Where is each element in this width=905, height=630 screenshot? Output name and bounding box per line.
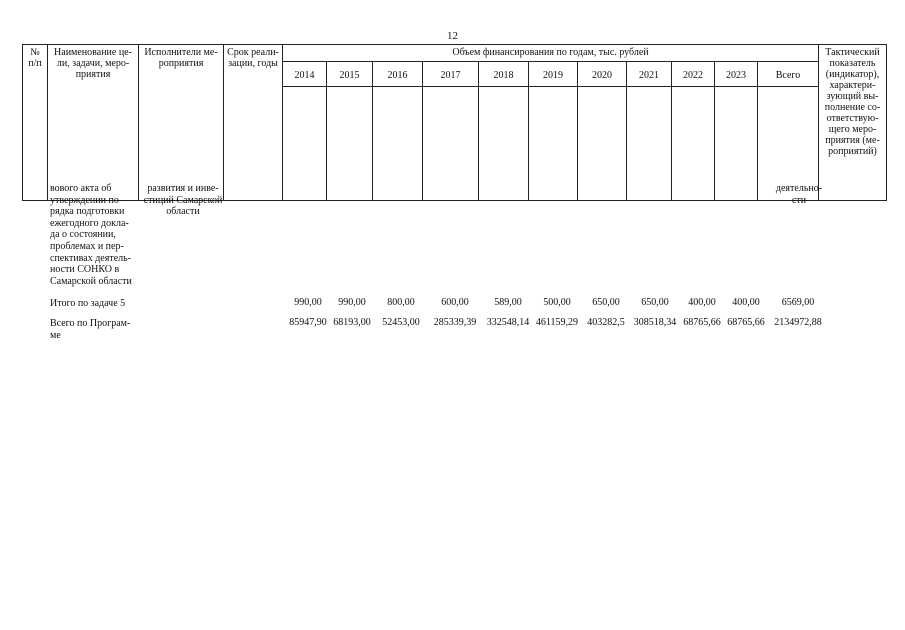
year-cell: 2015	[327, 62, 373, 87]
continuation-name-text: вового акта об утверждении по-рядка подготовки ежегодного докла-да о состоянии, проблемах и пер-спективах деятель-ности СОНКО в Самарской области	[50, 183, 132, 287]
value-cell: 308518,34	[633, 317, 677, 328]
empty-cell	[479, 87, 529, 201]
continuation-indicator-text: деятельно-сти	[775, 183, 823, 206]
continuation-exec-text: развития и инве-стиций Самарской области	[143, 183, 223, 218]
total-value-cell: 2134972,88	[774, 317, 822, 328]
value-cell: 68765,66	[683, 317, 721, 328]
year-cell: 2019	[529, 62, 578, 87]
value-cell: 68193,00	[333, 317, 371, 328]
value-cell: 990,00	[294, 297, 322, 308]
value-cell: 500,00	[543, 297, 571, 308]
value-cell: 400,00	[732, 297, 760, 308]
total-task5-label: Итого по задаче 5	[50, 298, 126, 309]
value-cell: 650,00	[641, 297, 669, 308]
year-cell: 2023	[715, 62, 758, 87]
value-cell: 285339,39	[433, 317, 477, 328]
value-cell: 400,00	[688, 297, 716, 308]
value-cell: 650,00	[592, 297, 620, 308]
value-cell: 332548,14	[486, 317, 530, 328]
header-exec-cell: Исполнители ме-роприятия	[139, 45, 224, 201]
value-cell: 461159,29	[535, 317, 579, 328]
empty-cell	[672, 87, 715, 201]
header-funding-cell: Объем финансирования по годам, тыс. рублей	[283, 45, 819, 62]
page-number: 12	[447, 30, 458, 42]
empty-cell	[423, 87, 479, 201]
year-cell: 2018	[479, 62, 529, 87]
empty-cell	[327, 87, 373, 201]
year-cell: 2014	[283, 62, 327, 87]
year-cell-total: Всего	[758, 62, 819, 87]
year-cell: 2022	[672, 62, 715, 87]
year-cell: 2016	[373, 62, 423, 87]
header-term-cell: Срок реали-зации, годы	[224, 45, 283, 201]
value-cell: 800,00	[387, 297, 415, 308]
empty-cell	[529, 87, 578, 201]
header-table	[22, 44, 887, 201]
header-num-cell: № п/п	[23, 45, 48, 201]
empty-cell	[715, 87, 758, 201]
total-program-label: Всего по Програм-ме	[50, 318, 131, 341]
value-cell: 85947,90	[289, 317, 327, 328]
value-cell: 990,00	[338, 297, 366, 308]
value-cell: 68765,66	[727, 317, 765, 328]
year-cell: 2021	[627, 62, 672, 87]
year-cell: 2020	[578, 62, 627, 87]
value-cell: 600,00	[441, 297, 469, 308]
empty-cell	[578, 87, 627, 201]
header-indicator-cell: Тактический показатель (индикатор), характери-зующий вы-полнение со-ответствую-щего меро-приятия (ме-роприятий)	[819, 45, 887, 201]
empty-cell	[283, 87, 327, 201]
value-cell: 52453,00	[382, 317, 420, 328]
value-cell: 403282,5	[587, 317, 625, 328]
header-name-cell: Наименование це-ли, задачи, меро-приятия	[48, 45, 139, 201]
total-value-cell: 6569,00	[781, 297, 815, 308]
empty-cell	[627, 87, 672, 201]
year-cell: 2017	[423, 62, 479, 87]
value-cell: 589,00	[494, 297, 522, 308]
empty-cell	[373, 87, 423, 201]
